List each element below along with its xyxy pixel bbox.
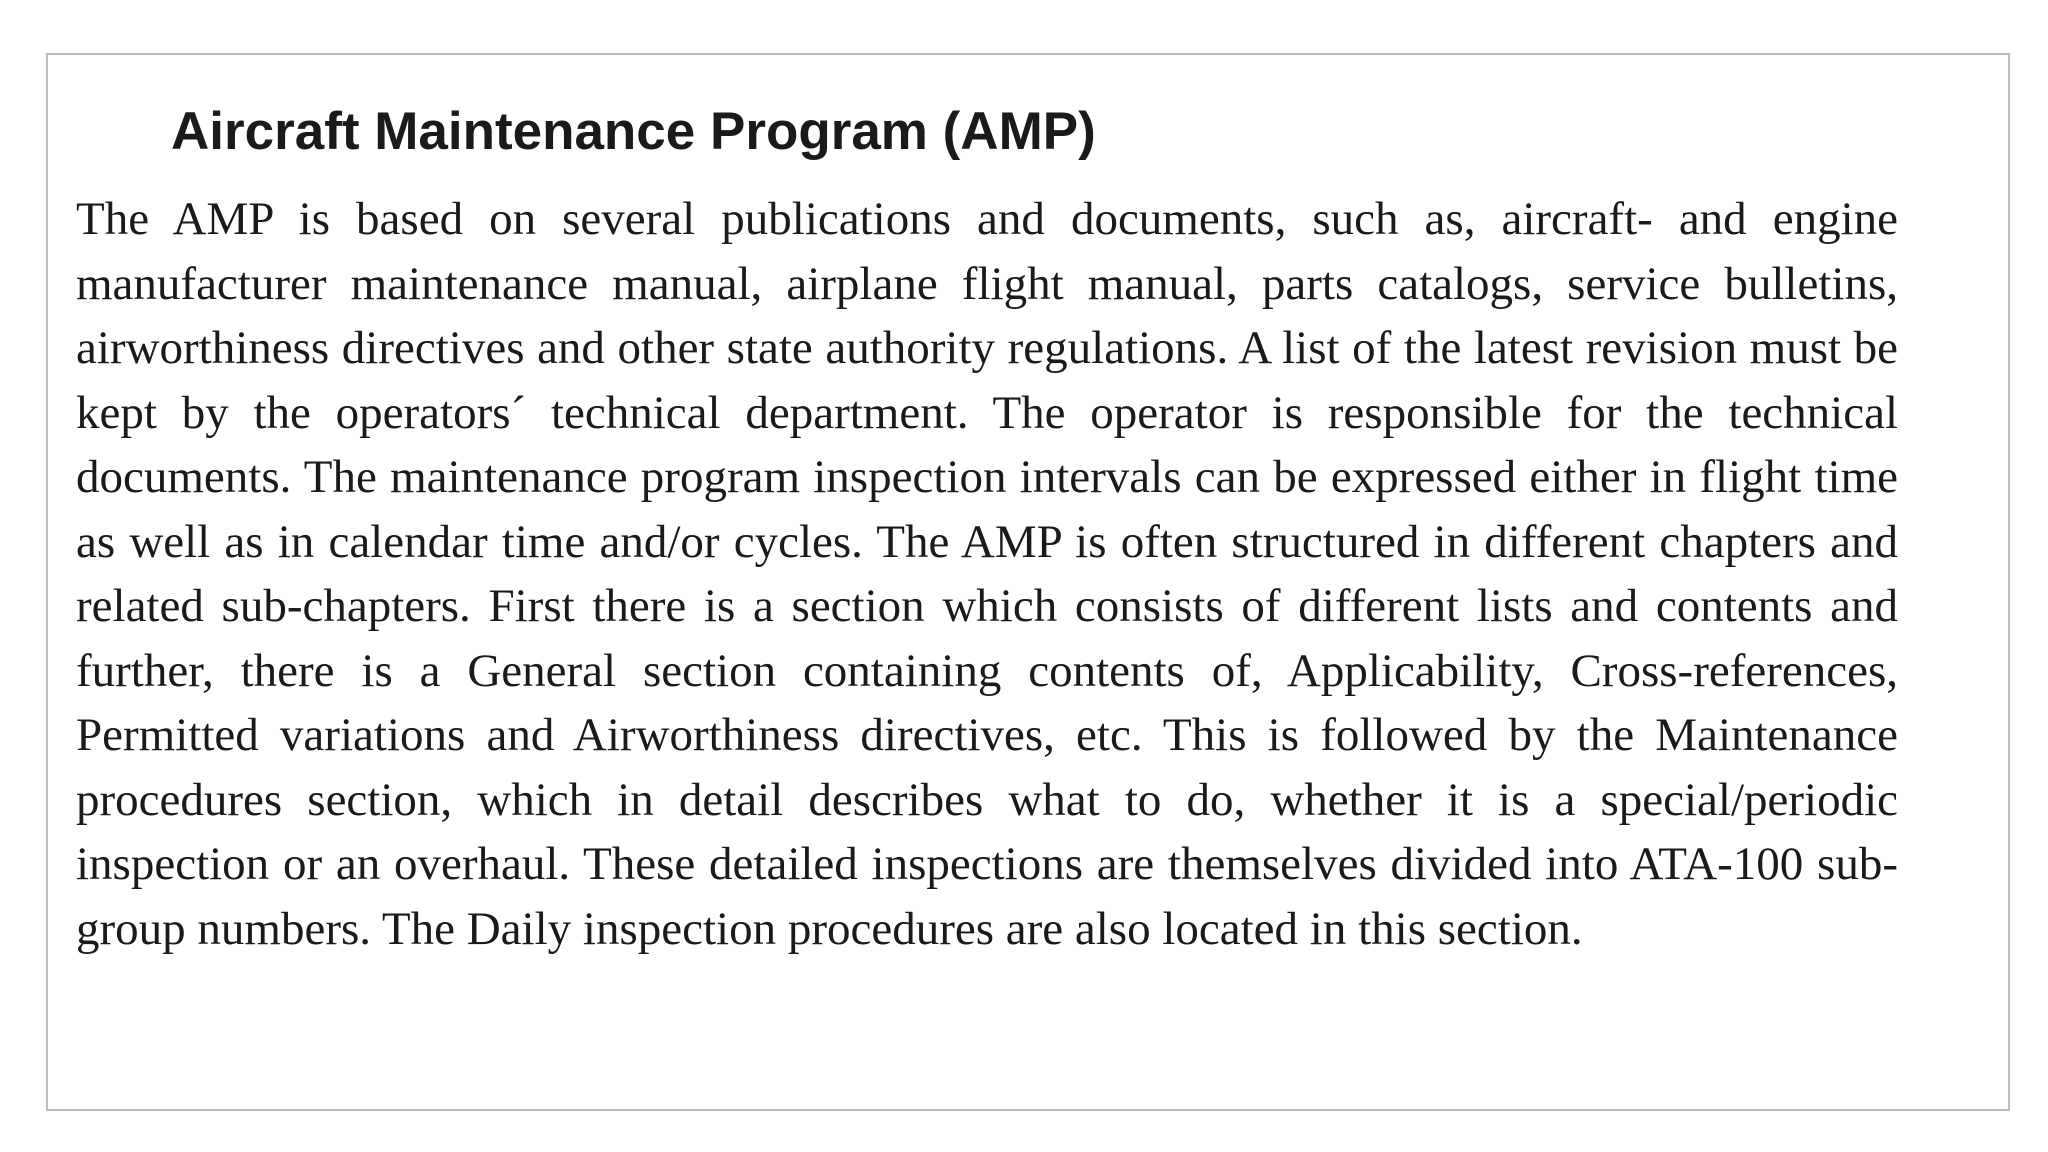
document-paragraph: The AMP is based on several publications and documents, such as, aircraft- and engine manufacturer maintenance manual, airplane flight manual, parts catalogs, service bulletins, airworthiness directives and other state authority regulations. A list of the latest revision must be kept by the operators´ technical department. The operator is responsible for the technical documents. The maintenance program inspection intervals can be expressed either in flight time as well as in calendar time and/or cycles. The AMP is often structured in different chapters and related sub-chapters. First there is a section which consists of different lists and contents and further, there is a General section containing contents of, Applicability, Cross-references, Permitted variations and Airworthiness directives, etc. This is followed by the Maintenance procedures section, which in detail describes what to do, whether it is a special/periodic inspection or an overhaul. These detailed inspections are themselves divided into ATA-100 sub-group numbers. The Daily inspection procedures are also located in this section. <box>76 193 1898 955</box>
document-frame <box>46 53 2010 1111</box>
document-heading: Aircraft Maintenance Program (AMP) <box>171 102 1096 161</box>
